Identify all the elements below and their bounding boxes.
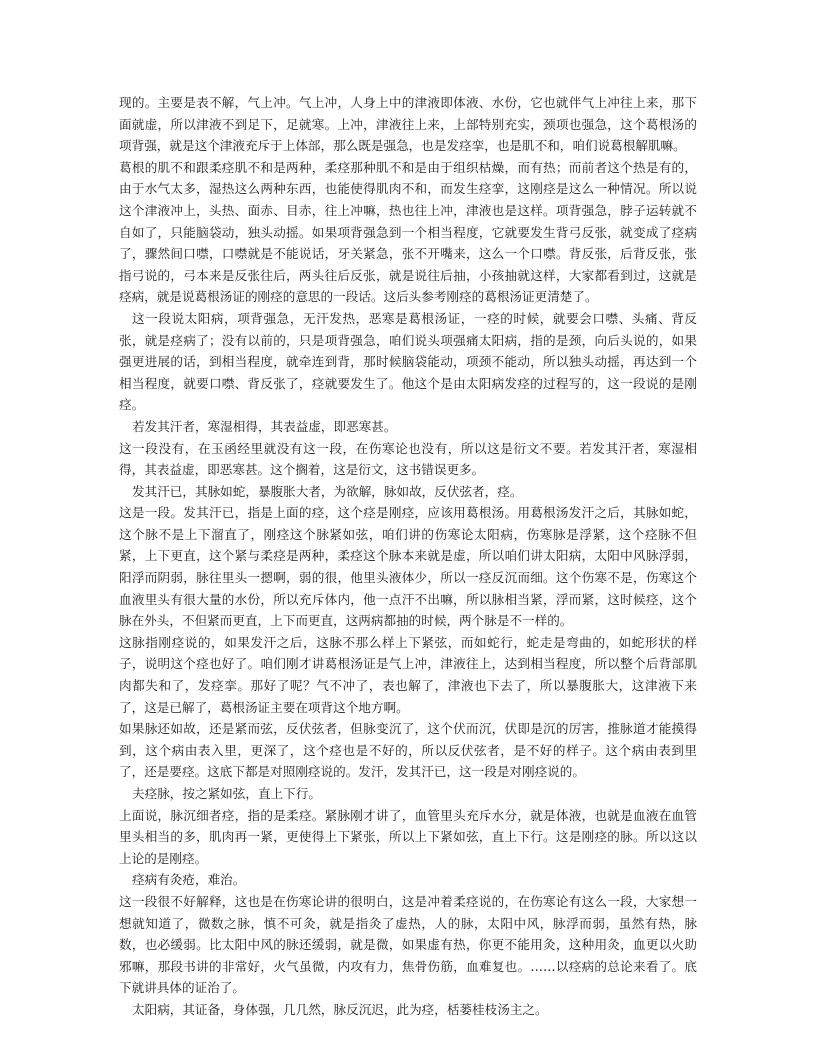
quoted-clause: 太阳病，其证备，身体强，几几然，脉反沉迟，此为痉，栝蒌桂枝汤主之。: [132, 1001, 548, 1017]
paragraph: 葛根的肌不和跟柔痉肌不和是两种，柔痉那种肌不和是由于组织枯燥，而有热；而前者这个热是有的，由于水气太多，湿热这么两种东西，也能使得肌肉不和，而发生痉挛，这刚痉是这么一种情况。所以说这个津液冲上，头热、面赤、目赤，往上冲嘛，热也往上冲，津液也是这样。项背强急，脖子运转就不自如了，只能脑袋动，独头动摇。如果项背强急到一个相当程度，它就要发生背弓反张，就变成了痉病了，骤然间口噤，口噤就是不能说话，牙关紧急，张不开嘴来，这么一个口噤。背反张，后背反张，张指弓说的，弓本来是反张往后，两头往后反张，就是说往后抽，小孩抽就这样，大家都看到过，这就是痉病，就是说葛根汤证的刚痉的意思的一段话。这后头参考刚痉的葛根汤证更清楚了。: [119, 159, 697, 305]
paragraph: 这脉指刚痉说的，如果发汗之后，这脉不那么样上下紧弦，而如蛇行，蛇走是弯曲的，如蛇形状的样子，说明这个痉也好了。咱们刚才讲葛根汤证是气上冲，津液往上，达到相当程度，所以整个后背部肌肉都失和了，发痉挛。那好了呢？气不冲了，表也解了，津液也下去了，所以暴腹胀大，这津液下来了，这是已解了，葛根汤证主要在项背这个地方啊。: [119, 634, 697, 715]
paragraph: 上面说，脉沉细者痉，指的是柔痉。紧脉刚才讲了，血管里头充斥水分，就是体液，也就是血液在血管里头相当的多，肌肉再一紧，更使得上下紧张，所以上下紧如弦，直上下行。这是刚痉的脉。所以这以上论的是刚痉。: [119, 807, 697, 866]
paragraph: 这是一段。发其汗已，指是上面的痉，这个痉是刚痉，应该用葛根汤。用葛根汤发汗之后，其脉如蛇，这个脉不是上下溜直了，刚痉这个脉紧如弦，咱们讲的伤寒论太阳病，伤寒脉是浮紧，这个痉脉不但紧，上下更直，这个紧与柔痉是两种，柔痉这个脉本来就是虚，所以咱们讲太阳病，太阳中风脉浮弱，阳浮而阴弱，脉往里头一摁啊，弱的很，他里头液体少，所以一痉反沉而细。这个伤寒不是，伤寒这个血液里头有很大量的水份，所以充斥体内，他一点汗不出嘛，所以脉相当紧，浮而紧，这时候痉，这个脉在外头，不但紧而更直，上下而更直，这两病都抽的时候，两个脉是不一样的。: [119, 505, 697, 629]
document-body: [119, 92, 697, 1021]
quoted-clause: 夫痉脉，按之紧如弦，直上下行。: [132, 786, 321, 801]
quoted-clause: 痉病有灸疮，难治。: [132, 872, 246, 888]
paragraph: 这一段没有，在玉函经里就没有这一段，在伤寒论也没有，所以这是衍文不要。若发其汗者，寒湿相得，其表益虚，即恶寒甚。这个搁着，这是衍文，这书错误更多。: [119, 440, 697, 478]
paragraph: 这一段说太阳病，项背强急，无汗发热，恶寒是葛根汤证，一痉的时候，就要会口噤、头痛、背反张，就是痉病了；没有以前的，只是项背强急，咱们说头项强痛太阳病，指的是颈，向后头说的，如果强更进展的话，到相当程度，就牵连到背，那时候脑袋能动，项颈不能动，所以独头动摇，再达到一个相当程度，就要口噤、背反张了，痉就要发生了。他这个是由太阳病发痉的过程写的，这一段说的是刚痉。: [119, 310, 697, 413]
quoted-clause: 发其汗已，其脉如蛇，暴腹胀大者，为欲解，脉如故，反伏弦者，痉。: [132, 483, 523, 499]
paragraph: 现的。主要是表不解，气上冲。气上冲，人身上中的津液即体液、水份，它也就伴气上冲往上来，那下面就虚，所以津液不到足下，足就寒。上冲，津液往上来，上部特别充实，颈项也强急，这个葛根汤的项背强，就是这个津液充斥于上体部，那么既是强急，也是发痉挛，也是肌不和，咱们说葛根解肌嘛。: [119, 95, 697, 154]
quoted-clause: 若发其汗者，寒湿相得，其表益虚，即恶寒甚。: [132, 418, 397, 434]
paragraph: 这一段很不好解释，这也是在伤寒论讲的很明白，这是冲着柔痉说的，在伤寒论有这么一段，大家想一想就知道了，微数之脉，慎不可灸，就是指灸了虚热，人的脉，太阳中风，脉浮而弱，虽然有热，脉数，也必缓弱。比太阳中风的脉还缓弱，就是微，如果虚有热，你更不能用灸，这种用灸，血更以火助邪嘛，那段书讲的非常好，火气虽微，内攻有力，焦骨伤筋，血难复也。……以痉病的总论来看了。底下就讲具体的证治了。: [119, 893, 697, 996]
paragraph: 如果脉还如故，还是紧而弦，反伏弦者，但脉变沉了，这个伏而沉，伏即是沉的厉害，推脉道才能摸得到，这个病由表入里，更深了，这个痉也是不好的，所以反伏弦者，是不好的样子。这个病由表到里了，还是要痉。这底下都是对照刚痉说的。发汗，发其汗已，这一段是对刚痉说的。: [119, 721, 697, 780]
